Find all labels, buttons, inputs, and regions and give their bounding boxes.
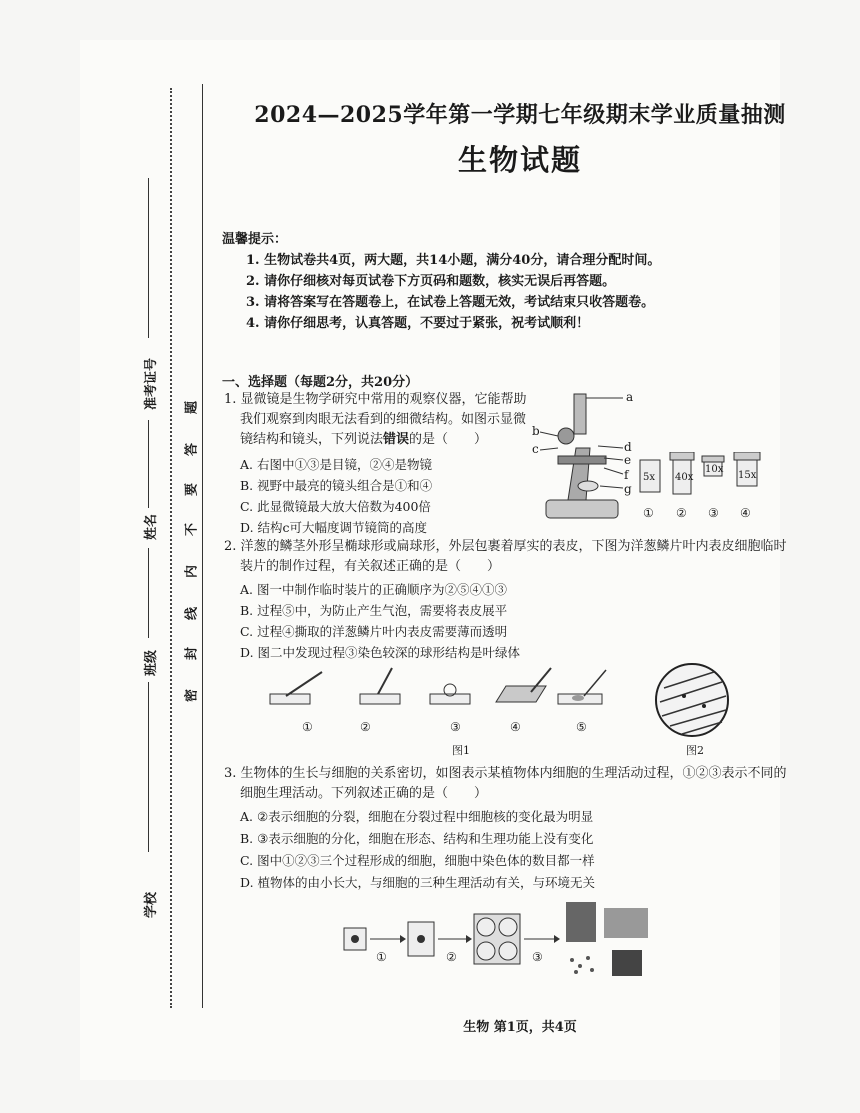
- class-blank: [148, 548, 149, 638]
- part-label: d: [624, 440, 632, 454]
- part-label: a: [626, 390, 634, 404]
- step-number: ⑤: [576, 720, 587, 734]
- seal-char: 线: [184, 606, 200, 621]
- question-1-option: D. 结构c可大幅度调节镜筒的高度: [240, 520, 428, 535]
- lens-mag: 40x: [675, 472, 694, 483]
- process-arrow-label: ③: [532, 950, 543, 964]
- seal-char: 密: [184, 688, 200, 703]
- lens-number: ①: [643, 506, 654, 520]
- seal-char: 题: [184, 400, 200, 415]
- cell-process-figure: [340, 900, 660, 980]
- question-2-option: D. 图二中发现过程③染色较深的球形结构是叶绿体: [240, 645, 521, 660]
- part-label: e: [624, 453, 632, 467]
- school-label: 学校: [144, 891, 159, 918]
- figure-2-caption: 图2: [686, 744, 704, 757]
- question-3-option: B. ③表示细胞的分化，细胞在形态、结构和生理功能上没有变化: [240, 831, 594, 846]
- question-1-line: 1. 显微镜是生物学研究中常用的观察仪器，它能帮助: [224, 392, 527, 407]
- question-2-option: B. 过程⑤中，为防止产生气泡，需要将表皮展平: [240, 603, 508, 618]
- seal-char: 答: [184, 442, 200, 457]
- microscope-figure: [528, 388, 638, 524]
- lens-number: ②: [676, 506, 687, 520]
- question-1-option: B. 视野中最亮的镜头组合是①和④: [240, 478, 433, 493]
- part-label: g: [624, 482, 632, 496]
- process-arrow-label: ①: [376, 950, 387, 964]
- lens-mag: 5x: [643, 472, 656, 483]
- fold-dotted-line: [170, 88, 172, 1008]
- figure-1-caption: 图1: [452, 744, 470, 757]
- lens-number: ③: [708, 506, 719, 520]
- step-number: ④: [510, 720, 521, 734]
- slide-steps-figure: [266, 664, 626, 714]
- exam-title: 2024—2025学年第一学期七年级期末学业质量抽测: [254, 102, 786, 128]
- step-number: ③: [450, 720, 461, 734]
- question-1-option: C. 此显微镜最大放大倍数为400倍: [240, 499, 431, 514]
- question-1-option: A. 右图中①③是目镜，②④是物镜: [240, 457, 432, 472]
- question-1-line: 镜结构和镜头，下列说法错误的是（ ）: [240, 432, 488, 447]
- lens-mag: 15x: [738, 470, 757, 481]
- tip-item: 2. 请你仔细核对每页试卷下方页码和题数，核实无误后再答题。: [246, 274, 616, 289]
- seal-char: 不: [184, 522, 200, 537]
- question-3-line: 细胞生理活动。下列叙述正确的是（ ）: [240, 786, 488, 801]
- exam-id-blank: [148, 178, 149, 338]
- tip-item: 3. 请将答案写在答题卷上，在试卷上答题无效，考试结束只收答题卷。: [246, 295, 655, 310]
- question-1-line: 我们观察到肉眼无法看到的细微结构。如图示显微: [240, 412, 527, 427]
- question-3-option: C. 图中①②③三个过程形成的细胞，细胞中染色体的数目都一样: [240, 853, 595, 868]
- tip-item: 1. 生物试卷共4页，两大题，共14小题，满分40分，请合理分配时间。: [246, 253, 661, 268]
- part-label: f: [624, 468, 629, 482]
- seal-char: 要: [184, 482, 200, 497]
- binding-line: [202, 84, 203, 1008]
- step-number: ①: [302, 720, 313, 734]
- page-footer: 生物 第1页，共4页: [463, 1020, 577, 1035]
- lens-mag: 10x: [705, 464, 724, 475]
- process-arrow-label: ②: [446, 950, 457, 964]
- tips-label: 温馨提示：: [222, 232, 288, 247]
- section-title: 一、选择题（每题2分，共20分）: [222, 375, 419, 390]
- question-2-option: A. 图一中制作临时装片的正确顺序为②⑤④①③: [240, 582, 507, 597]
- class-label: 班级: [144, 649, 159, 676]
- question-3-option: D. 植物体的由小长大，与细胞的三种生理活动有关，与环境无关: [240, 875, 596, 890]
- seal-char: 内: [184, 564, 200, 579]
- part-label: c: [532, 442, 539, 456]
- question-2-line: 2. 洋葱的鳞茎外形呈椭球形或扁球形，外层包裹着厚实的表皮，下图为洋葱鳞片叶内表皮细胞临时: [224, 539, 787, 554]
- exam-id-label: 准考证号: [144, 357, 159, 410]
- question-3-option: A. ②表示细胞的分裂，细胞在分裂过程中细胞核的变化最为明显: [240, 809, 594, 824]
- cell-view-figure: [654, 662, 730, 738]
- question-3-line: 3. 生物体的生长与细胞的关系密切，如图表示某植物体内细胞的生理活动过程，①②③表示不同的: [224, 766, 787, 781]
- subject-title: 生物试题: [457, 143, 582, 177]
- name-blank: [148, 420, 149, 508]
- school-blank: [148, 682, 149, 852]
- tip-item: 4. 请你仔细思考，认真答题，不要过于紧张，祝考试顺利！: [246, 316, 590, 331]
- question-2-line: 装片的制作过程，有关叙述正确的是（ ）: [240, 559, 501, 574]
- question-2-option: C. 过程④撕取的洋葱鳞片叶内表皮需要薄而透明: [240, 624, 508, 639]
- lens-number: ④: [740, 506, 751, 520]
- step-number: ②: [360, 720, 371, 734]
- name-label: 姓名: [144, 513, 159, 540]
- part-label: b: [532, 424, 540, 438]
- seal-char: 封: [184, 646, 200, 661]
